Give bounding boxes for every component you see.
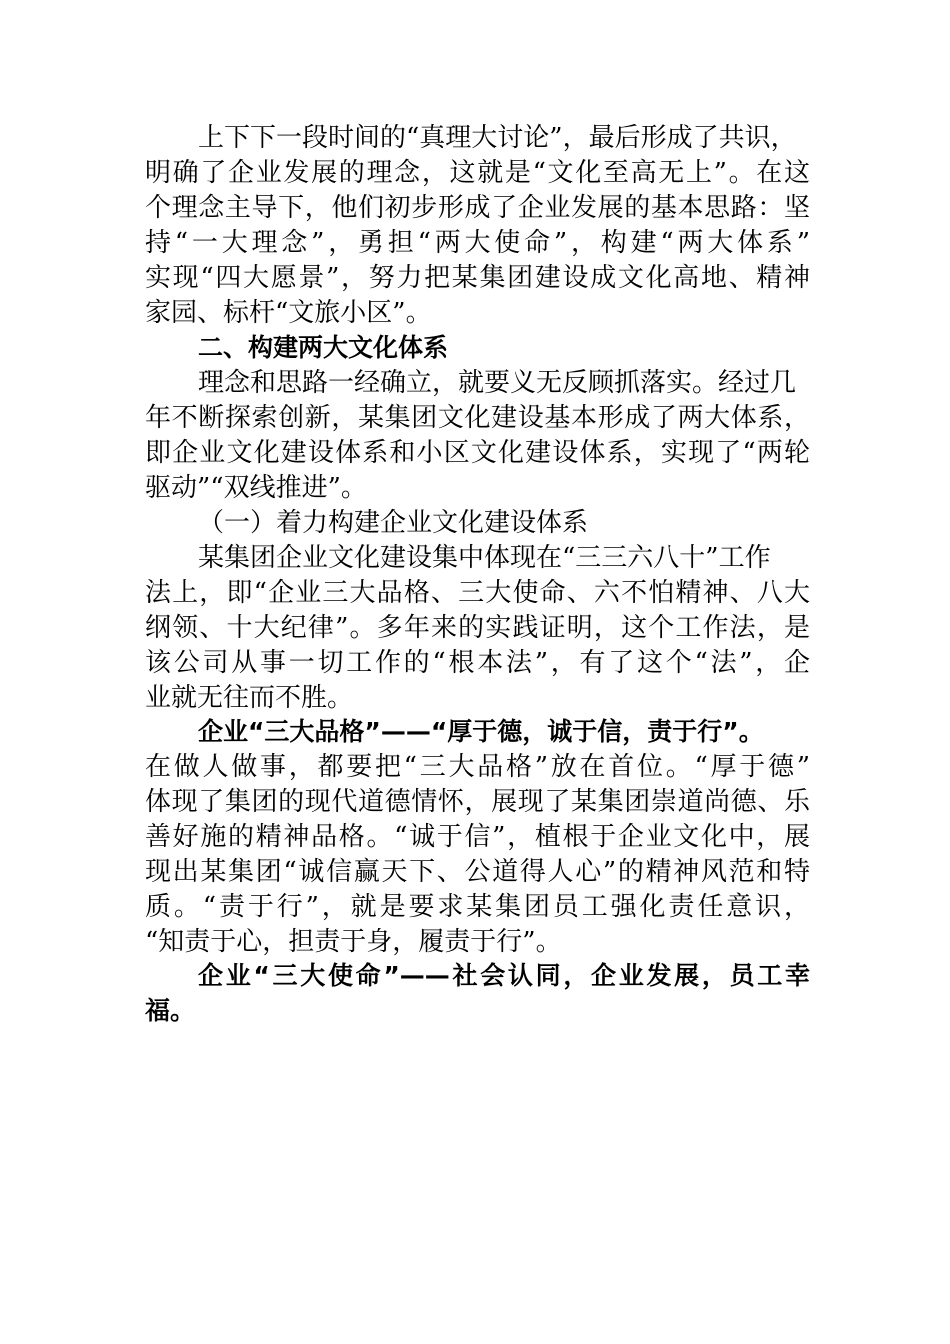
text-line: 理念和思路一经确立，就要义无反顾抓落实。经过几 bbox=[198, 368, 797, 398]
text-line: 质。“责于行”，就是要求某集团员工强化责任意识， bbox=[145, 892, 810, 922]
bold-lead-line: 企业“三大使命”——社会认同，企业发展，员工幸 bbox=[198, 961, 810, 990]
text-line: 该公司从事一切工作的“根本法”，有了这个“法”，企 bbox=[145, 648, 810, 678]
bold-lead-line: 企业“三大品格”——“厚于德，诚于信，责于行”。 bbox=[198, 717, 764, 746]
text-line: 纲领、十大纪律”。多年来的实践证明，这个工作法，是 bbox=[145, 613, 810, 643]
text-line: 业就无往而不胜。 bbox=[145, 683, 354, 713]
text-line: 善好施的精神品格。“诚于信”，植根于企业文化中，展 bbox=[145, 822, 810, 852]
text-line: 家园、标杆“文旅小区”。 bbox=[145, 298, 432, 328]
text-line: 在做人做事，都要把“三大品格”放在首位。“厚于德” bbox=[145, 752, 810, 782]
text-line: 某集团企业文化建设集中体现在“三三六八十”工作 bbox=[198, 543, 771, 573]
text-line: 即企业文化建设体系和小区文化建设体系，实现了“两轮 bbox=[145, 438, 810, 468]
section-heading: 二、构建两大文化体系 bbox=[198, 333, 449, 362]
subsection-heading: （一）着力构建企业文化建设体系 bbox=[198, 508, 589, 538]
text-line: 年不断探索创新，某集团文化建设基本形成了两大体系， bbox=[145, 403, 810, 433]
text-line: 驱动”“双线推进”。 bbox=[145, 473, 367, 503]
text-line: 明确了企业发展的理念，这就是“文化至高无上”。在这 bbox=[145, 158, 810, 188]
text-line: 持“一大理念”，勇担“两大使命”，构建“两大体系” bbox=[145, 228, 810, 258]
text-line: 法上，即“企业三大品格、三大使命、六不怕精神、八大 bbox=[145, 578, 810, 608]
text-line: 个理念主导下，他们初步形成了企业发展的基本思路：坚 bbox=[145, 193, 810, 223]
text-line: 实现“四大愿景”，努力把某集团建设成文化高地、精神 bbox=[145, 263, 810, 293]
text-line: 体现了集团的现代道德情怀，展现了某集团崇道尚德、乐 bbox=[145, 787, 810, 817]
text-line: 现出某集团“诚信赢天下、公道得人心”的精神风范和特 bbox=[145, 857, 810, 887]
bold-lead-line: 福。 bbox=[145, 996, 196, 1025]
text-line: 上下下一段时间的“真理大讨论”，最后形成了共识， bbox=[198, 123, 797, 153]
text-line: “知责于心，担责于身，履责于行”。 bbox=[145, 927, 562, 957]
